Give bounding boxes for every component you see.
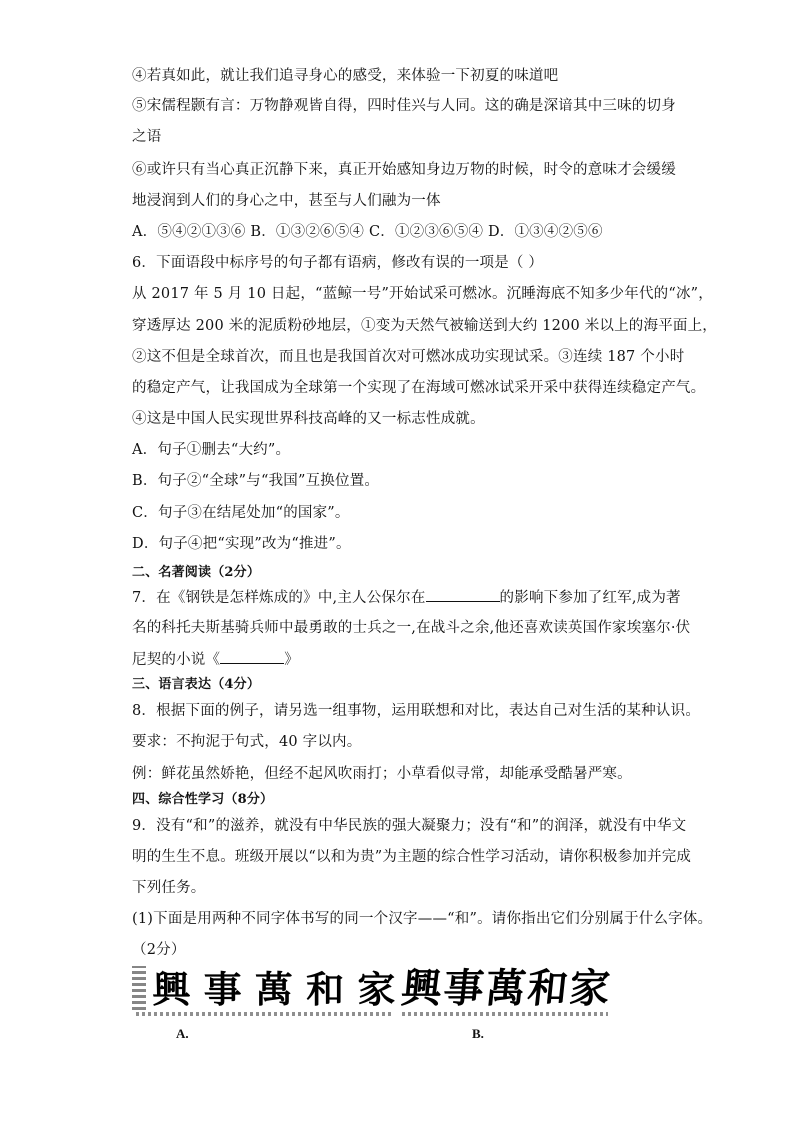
text-line: 要求：不拘泥于句式，40 字以内。 <box>132 734 362 750</box>
answer-blank[interactable] <box>220 649 284 664</box>
question-8-stem: 8．根据下面的例子，请另选一组事物，运用联想和对比，表达自己对生活的某种认识。 <box>132 703 701 719</box>
answer-options: A．⑤④②①③⑥ B．①③②⑥⑤④ C．①②③⑥⑤④ D．①③④②⑤⑥ <box>132 224 603 240</box>
calligraphy-glyph: 和 <box>525 965 569 1012</box>
text-line: 穿透厚达 200 米的泥质粉砂地层，①变为天然气被输送到大约 1200 米以上的海平面上， <box>132 318 718 334</box>
answer-blank[interactable] <box>426 587 500 602</box>
option-a: A．句子①删去“大约”。 <box>132 442 291 458</box>
text-line: 下列任务。 <box>132 880 206 896</box>
option-c: C．句子③在结尾处加“的国家”。 <box>132 505 350 521</box>
example-line: 例：鲜花虽然娇艳，但经不起风吹雨打；小草看似寻常，却能承受酷暑严寒。 <box>132 766 632 782</box>
text-line: 从 2017 年 5 月 10 日起，“蓝鲸一号”开始试采可燃冰。沉睡海底不知多少年代的“冰”， <box>132 286 713 302</box>
question-7-text: 7．在《钢铁是怎样炼成的》中,主人公保尔在 <box>132 590 426 606</box>
text-line: 明的生生不息。班级开展以“以和为贵”为主题的综合性学习活动，请你积极参加并完成 <box>132 849 692 865</box>
section-heading: 二、名著阅读（2分） <box>132 565 261 580</box>
text-line: ②这不但是全球首次，而且也是我国首次对可燃冰成功实现试采。③连续 187 个小时 <box>132 349 685 365</box>
text-line: 之语 <box>132 129 162 145</box>
small-inscription <box>136 1012 394 1016</box>
text-line: 的稳定产气，让我国成为全球第一个实现了在海域可燃冰试采开采中获得连续稳定产气。 <box>132 380 706 396</box>
question-7-line <box>132 587 681 608</box>
option-b: B．句子②“全球”与“我国”互换位置。 <box>132 473 380 489</box>
sub-question-1: (1)下面是用两种不同字体书写的同一个汉字——“和”。请你指出它们分别属于什么字体。 <box>132 911 713 927</box>
section-heading: 三、语言表达（4分） <box>132 677 261 692</box>
text-line: （2分） <box>132 942 186 958</box>
calligraphy-glyph: 家 <box>567 965 611 1012</box>
question-7-text: 尼契的小说《 <box>132 652 221 668</box>
calligraphy-sample-b <box>400 964 612 1014</box>
text-line: ④这是中国人民实现世界科技高峰的又一标志性成就。 <box>132 411 485 427</box>
text-line: ⑤宋儒程颢有言：万物静观皆自得，四时佳兴与人同。这的确是深谙其中三味的切身 <box>132 98 676 114</box>
calligraphy-glyph: 事 <box>441 965 485 1012</box>
question-7-text: 》 <box>284 652 299 668</box>
caption-a: A. <box>176 1026 189 1041</box>
calligraphy-glyph: 興 <box>152 967 191 1011</box>
question-7-text: 的影响下参加了红军,成为著 <box>499 590 681 606</box>
calligraphy-sample-a <box>132 964 402 1014</box>
question-7-line <box>132 649 299 670</box>
text-line: 名的科托夫斯基骑兵师中最勇敢的士兵之一,在战斗之余,他还喜欢读英国作家埃塞尔·伏 <box>132 620 691 636</box>
question-6-stem: 6．下面语段中标序号的句子都有语病，修改有误的一项是（ ） <box>132 255 544 271</box>
calligraphy-glyph: 事 <box>203 967 242 1011</box>
text-line: 地浸润到人们的身心之中，甚至与人们融为一体 <box>132 193 441 209</box>
section-heading: 四、综合性学习（8分） <box>132 792 274 807</box>
question-9-stem: 9．没有“和”的滋养，就没有中华民族的强大凝聚力；没有“和”的润泽，就没有中华文 <box>132 818 687 834</box>
text-line: ⑥或许只有当心真正沉静下来，真正开始感知身边万物的时候，时令的意味才会缓缓 <box>132 162 676 178</box>
small-inscription <box>402 1012 608 1016</box>
caption-b: B. <box>472 1026 484 1041</box>
text-line: ④若真如此，就让我们追寻身心的感受，来体验一下初夏的味道吧 <box>132 68 559 84</box>
calligraphy-glyph: 興 <box>399 965 443 1012</box>
calligraphy-glyph: 萬 <box>254 967 293 1011</box>
calligraphy-glyph: 家 <box>357 967 396 1011</box>
calligraphy-glyph: 萬 <box>483 965 527 1012</box>
calligraphy-glyph: 和 <box>306 967 345 1011</box>
option-d: D．句子④把“实现”改为“推进”。 <box>132 536 351 552</box>
calligraphy-image <box>132 964 612 1020</box>
